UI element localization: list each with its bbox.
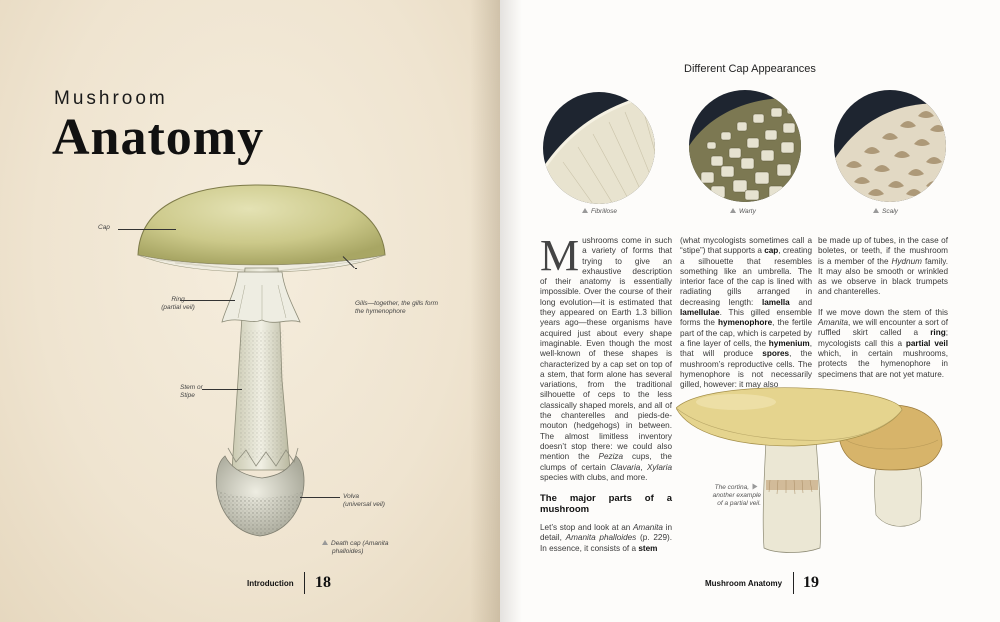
cortina-illustration [676, 380, 966, 560]
right-page [500, 0, 1000, 622]
text-column-3: be made up of tubes, in the case of boletes, or teeth, if the mushroom is a member of the Hydnum family. It may also be smooth or wrinkled as we observe in black trumpets and chanterelles. If we move down the stem of this Amanita, we will encounter a sort of ruffled skirt called a ring; mycologists call this a partial veil which, in certain mushrooms, protects the hymenophore in specimens that are not yet mature. [818, 236, 949, 379]
cap-shape [138, 185, 385, 265]
page-number-right: 19 [803, 574, 819, 591]
label-volva: Volva (universal veil) [343, 493, 385, 509]
label-ring: Ring (partial veil) [161, 296, 195, 312]
text-column-1: Mushrooms come in such a variety of forms that trying to give an exhaustive description of their anatomy is essentially impossible. Over the course of their long evolution—it is estimated that they appeared on Earth 1.3 billion years ago—these organisms have acquired just about every shape imaginable. Even though the most well-known of these shapes is characterized by a cap set on top of a stem, that form alone has several variations, from the traditional silhouette of ceps to the less classically shaped morels, and all of the chanterelles and pieds-de-mouton (hedgehogs) in between. The almost limitless inventory doesn’t stop there: we could also mention the Peziza cups, the clumps of certain Clavaria, Xylaria species with clubs, and more. The major parts of a mushroom Let’s stop and look at an Amanita in detail, Amanita phalloides (p. 229). In essence, it consists of a stem [540, 231, 673, 553]
label-stem: Stem or Stipe [180, 384, 203, 400]
caption-fibrillose: Fibrillose [582, 208, 617, 215]
ring-shape [222, 272, 300, 322]
text-column-2: (what mycologists sometimes call a “stipe”) that supports a cap, creating a silhouette that resembles something like an umbrella. The interior face of the cap is lined with radiating gills arranged in decreasing length: lamella and lamellulae. This gilled ensemble forms the hymenophore, the fertile part of the cap, which is carpeted by a fine layer of cells, the hymenium, that will produce spores, the mushroom’s reproductive cells. The hymenophore is not necessarily gilled, however: it may also [680, 236, 813, 390]
illustration-caption: Death cap (Amanita phalloides) [322, 540, 388, 556]
page-title: Anatomy [52, 109, 265, 166]
warty-circle [689, 90, 801, 202]
subheading: The major parts of a mushroom [540, 493, 672, 516]
label-gills: Gills—together, the gills form the hymenophore [355, 300, 439, 316]
page-subtitle: Mushroom [54, 88, 168, 109]
caption-warty: Warty [730, 208, 756, 215]
cap-appearances-title: Different Cap Appearances [684, 63, 816, 75]
cortina-caption: The cortina, another example of a partial veil. [712, 484, 761, 508]
caption-scaly: Scaly [873, 208, 898, 215]
footer-section: Introduction [247, 579, 294, 588]
fibrillose-circle [543, 92, 655, 204]
page-number-left: 18 [315, 574, 331, 591]
label-cap: Cap [98, 224, 110, 231]
scaly-circle [834, 90, 946, 202]
footer-section-right: Mushroom Anatomy [705, 579, 783, 588]
drop-cap: M [540, 231, 580, 280]
footer-divider [304, 572, 305, 594]
footer-divider-right [793, 572, 794, 594]
